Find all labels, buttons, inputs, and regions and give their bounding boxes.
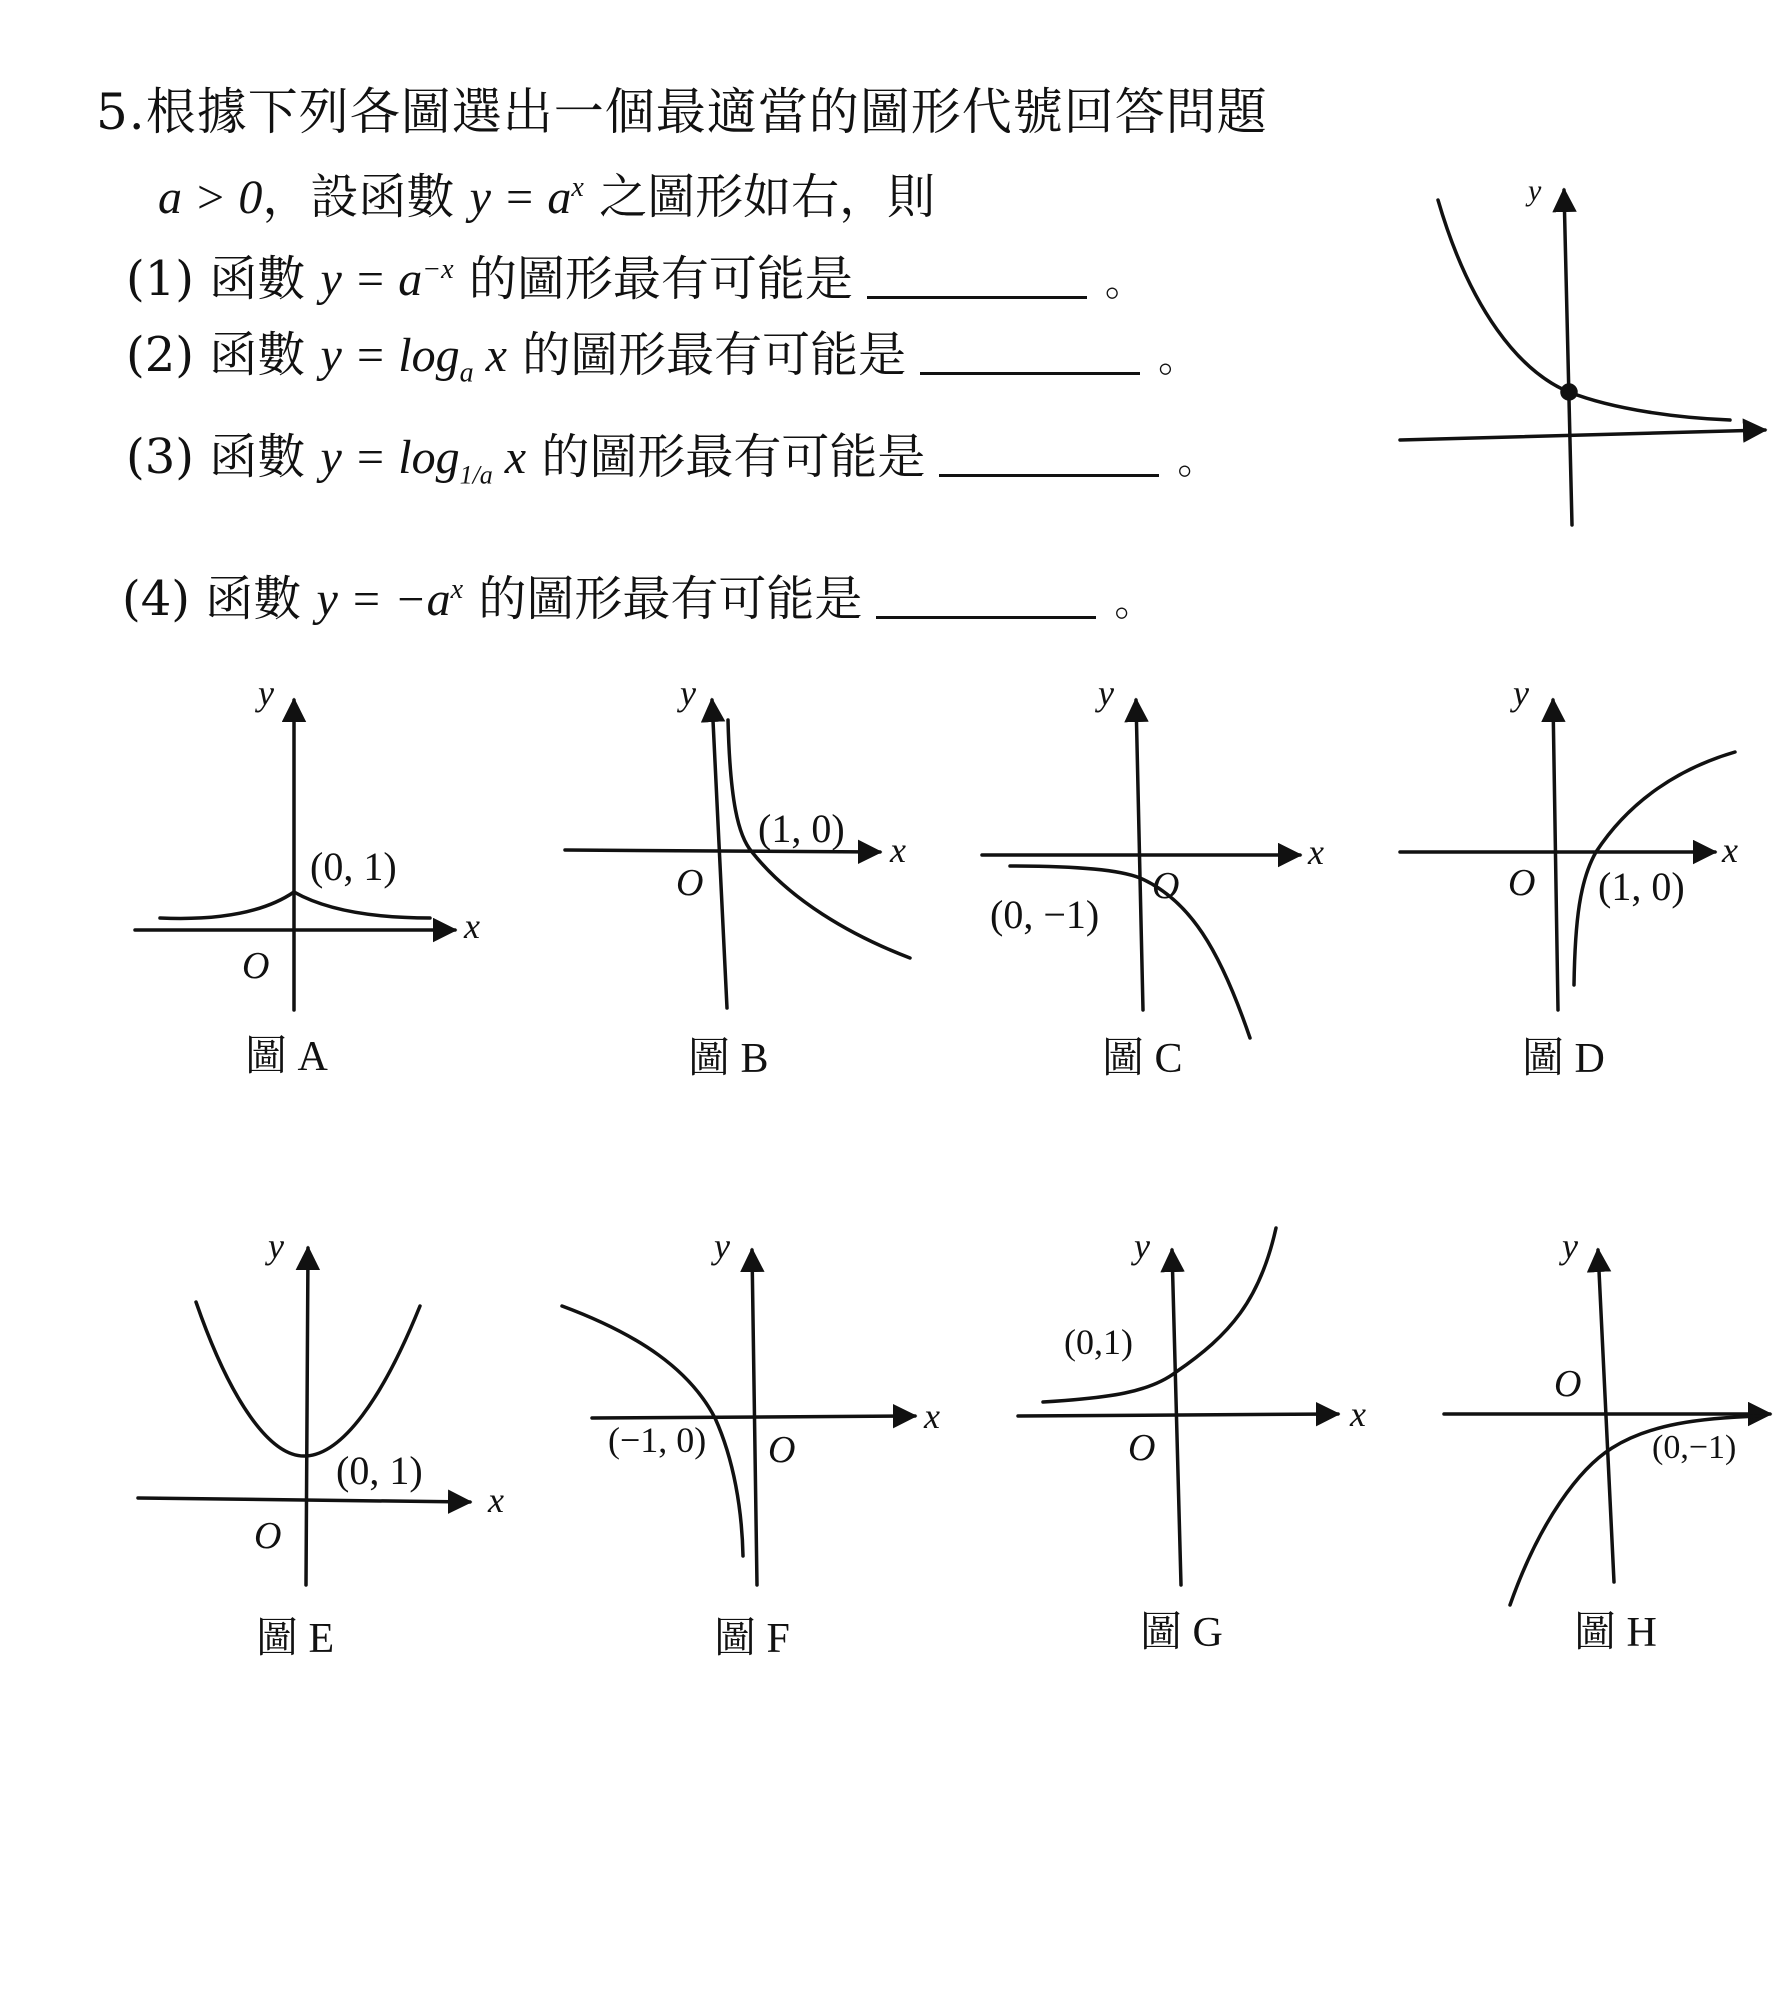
question-title: 5.根據下列各圖選出一個最適當的圖形代號回答問題 bbox=[96, 83, 1268, 141]
graph-d-point-label: (1, 0) bbox=[1598, 864, 1685, 909]
graph-f-origin: O bbox=[768, 1429, 796, 1471]
graph-d-x-label: x bbox=[1722, 830, 1738, 870]
graph-c-point-label: (0, −1) bbox=[990, 892, 1100, 937]
graph-h-y-axis bbox=[1598, 1250, 1614, 1582]
graph-b-caption: 圖 B bbox=[688, 1036, 769, 1082]
graph-e-point-label: (0, 1) bbox=[336, 1448, 423, 1493]
graph-g-y-axis bbox=[1172, 1250, 1181, 1585]
graph-b-x-label: x bbox=[890, 830, 906, 870]
graph-a-x-label: x bbox=[464, 906, 480, 946]
graph-d-y-axis bbox=[1553, 700, 1558, 1010]
item-3-base: 1/a bbox=[459, 460, 493, 490]
graph-g-caption: 圖 G bbox=[1140, 1610, 1223, 1656]
intro-condition: a > 0 bbox=[158, 171, 263, 224]
graph-e-caption: 圖 E bbox=[256, 1616, 335, 1662]
item-2-variable: x bbox=[473, 329, 507, 382]
graph-d-caption: 圖 D bbox=[1522, 1036, 1605, 1082]
graph-h bbox=[1444, 1226, 1770, 1656]
item-4-prompt: 的圖形最有可能是 bbox=[478, 571, 863, 627]
intro-text-2: 之圖形如右，則 bbox=[599, 169, 936, 225]
graph-e bbox=[138, 1226, 504, 1662]
graph-g-curve bbox=[1043, 1228, 1276, 1402]
graph-c-caption: 圖 C bbox=[1102, 1036, 1183, 1082]
item-4-end: 。 bbox=[1114, 579, 1155, 625]
graph-a-point-label: (0, 1) bbox=[310, 844, 397, 889]
graph-g-origin: O bbox=[1128, 1427, 1156, 1469]
graph-b-y-label: y bbox=[680, 673, 696, 713]
graph-f-point-label: (−1, 0) bbox=[608, 1420, 707, 1460]
graph-f bbox=[562, 1226, 940, 1662]
graph-g-y-label: y bbox=[1134, 1226, 1150, 1266]
graph-a-origin: O bbox=[242, 945, 270, 987]
item-4-function: y = −a bbox=[316, 573, 451, 626]
item-3-variable: x bbox=[492, 431, 527, 484]
graph-a-y-label: y bbox=[258, 673, 274, 713]
graph-g-x-label: x bbox=[1350, 1394, 1366, 1434]
graph-f-x-label: x bbox=[924, 1396, 940, 1436]
graph-d bbox=[1400, 673, 1738, 1082]
item-2-end: 。 bbox=[1158, 335, 1199, 381]
graph-h-origin: O bbox=[1554, 1363, 1582, 1405]
graph-b-point-label: (1, 0) bbox=[758, 806, 845, 851]
graph-b-y-axis bbox=[712, 700, 727, 1008]
graph-d-origin: O bbox=[1508, 862, 1536, 904]
graph-c bbox=[982, 673, 1324, 1082]
graph-e-y-axis bbox=[306, 1248, 308, 1585]
graph-c-y-label: y bbox=[1098, 673, 1114, 713]
reference-graph bbox=[1400, 174, 1765, 525]
ref-curve bbox=[1438, 200, 1730, 420]
graph-h-point-label: (0,−1) bbox=[1652, 1429, 1737, 1466]
item-4-number: (4) 函數 bbox=[122, 571, 302, 627]
item-3-function: y = log bbox=[320, 431, 460, 484]
item-2-number: (2) 函數 bbox=[126, 327, 306, 383]
item-1-number: (1) 函數 bbox=[126, 251, 306, 307]
graph-c-x-label: x bbox=[1308, 832, 1324, 872]
graph-b-origin: O bbox=[676, 862, 704, 904]
item-1-prompt: 的圖形最有可能是 bbox=[468, 251, 853, 307]
item-2-function: y = log bbox=[320, 329, 460, 382]
graph-e-origin: O bbox=[254, 1515, 282, 1557]
graph-e-y-label: y bbox=[268, 1226, 284, 1266]
ref-y-label: y bbox=[1528, 174, 1542, 207]
item-3-number: (3) 函數 bbox=[126, 429, 306, 485]
graph-b bbox=[565, 673, 910, 1082]
graph-h-y-label: y bbox=[1562, 1226, 1578, 1266]
graph-f-y-axis bbox=[752, 1250, 757, 1585]
intro-exponent: x bbox=[571, 172, 584, 203]
graph-e-x-label: x bbox=[488, 1480, 504, 1520]
item-3-end: 。 bbox=[1177, 437, 1218, 483]
graph-a-caption: 圖 A bbox=[245, 1034, 328, 1080]
graph-g-point-label: (0,1) bbox=[1064, 1322, 1133, 1362]
graph-f-caption: 圖 F bbox=[714, 1616, 790, 1662]
graph-c-origin: O bbox=[1152, 865, 1180, 907]
intro-function: y = a bbox=[469, 171, 572, 224]
item-3-prompt: 的圖形最有可能是 bbox=[541, 429, 926, 485]
graph-e-x-axis bbox=[138, 1498, 470, 1502]
ref-intercept-point bbox=[1562, 385, 1576, 399]
graph-h-caption: 圖 H bbox=[1574, 1610, 1657, 1656]
graph-d-y-label: y bbox=[1513, 673, 1529, 713]
item-1-end: 。 bbox=[1104, 259, 1145, 305]
item-2-prompt: 的圖形最有可能是 bbox=[522, 327, 907, 383]
graph-f-y-label: y bbox=[714, 1226, 730, 1266]
graph-a bbox=[135, 673, 480, 1080]
item-2-base: a bbox=[459, 357, 474, 389]
ref-y-axis bbox=[1564, 190, 1572, 525]
item-1-exponent: −x bbox=[422, 254, 454, 285]
intro-text-1: ，設函數 bbox=[262, 169, 455, 225]
graph-g bbox=[1018, 1226, 1366, 1656]
item-4-exponent: x bbox=[450, 574, 464, 605]
item-1-function: y = a bbox=[320, 253, 423, 306]
ref-x-axis bbox=[1400, 430, 1765, 440]
